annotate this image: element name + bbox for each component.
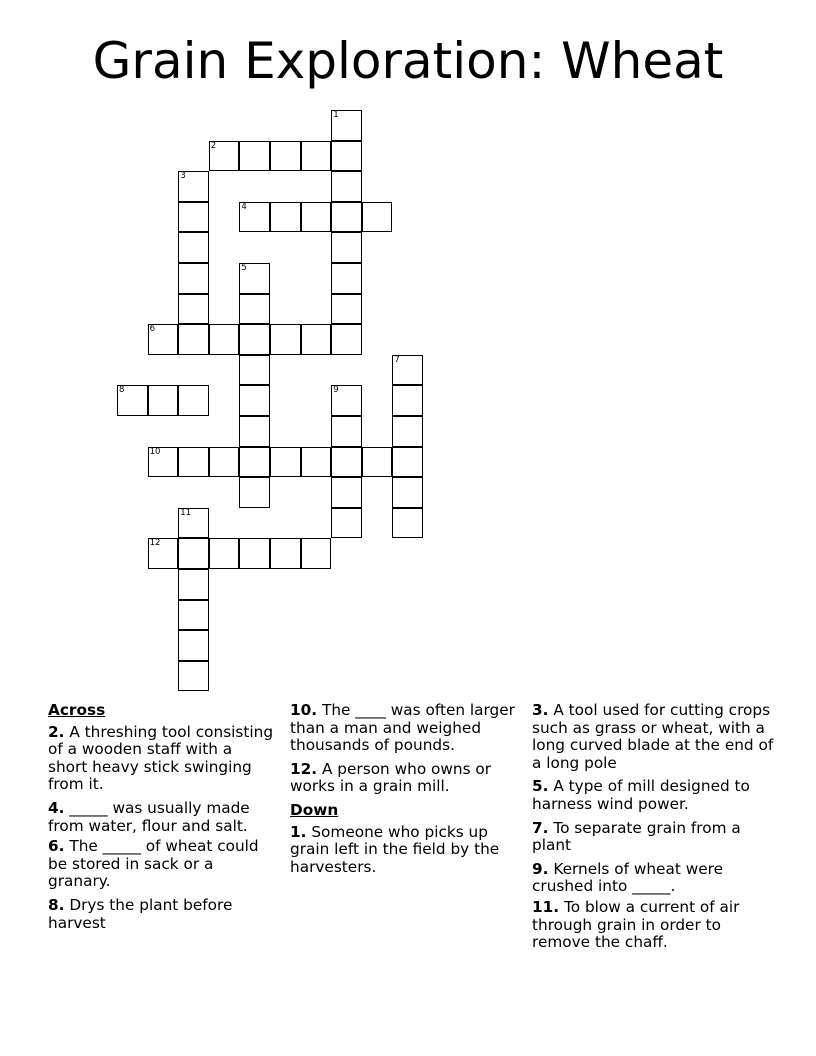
clue-number: 8. xyxy=(48,895,65,914)
clue-number: 2. xyxy=(48,722,65,741)
grid-cell[interactable] xyxy=(270,324,301,355)
cell-number: 8 xyxy=(119,385,125,396)
grid-cell[interactable] xyxy=(178,661,209,692)
down-heading: Down xyxy=(290,800,339,819)
clue-down-1 xyxy=(290,824,518,877)
clues-column-3 xyxy=(532,702,774,955)
clue-across-12 xyxy=(290,761,518,796)
clue-number: 1. xyxy=(290,822,307,841)
grid-cell[interactable] xyxy=(209,538,240,569)
cell-number: 2 xyxy=(210,140,217,151)
clue-text: _____ was usually made from water, flour and salt. xyxy=(48,798,250,835)
grid-cell[interactable] xyxy=(331,324,362,355)
grid-cell[interactable] xyxy=(209,447,240,478)
grid-cell[interactable] xyxy=(270,447,301,478)
clues-column-1 xyxy=(48,702,276,935)
grid-cell[interactable] xyxy=(331,508,362,539)
clue-text: A tool used for cutting crops such as grass or wheat, with a long curved blade at the end of a long pole xyxy=(532,701,774,772)
clue-number: 4. xyxy=(48,798,65,817)
puzzle-title: Grain Exploration: Wheat xyxy=(92,32,724,90)
grid-cell[interactable] xyxy=(392,447,423,478)
grid-cell[interactable] xyxy=(209,141,240,172)
grid-cell[interactable] xyxy=(117,385,148,416)
clue-across-6 xyxy=(48,838,276,891)
grid-cell[interactable] xyxy=(301,324,332,355)
grid-cell[interactable] xyxy=(239,538,270,569)
grid-cell[interactable] xyxy=(239,324,270,355)
grid-cell[interactable] xyxy=(148,538,179,569)
clue-down-9 xyxy=(532,861,774,896)
grid-cell[interactable] xyxy=(392,508,423,539)
grid-cell[interactable] xyxy=(331,110,362,141)
grid-cell[interactable] xyxy=(178,508,209,539)
grid-cell[interactable] xyxy=(331,171,362,202)
cell-number: 5 xyxy=(241,263,247,273)
grid-cell[interactable] xyxy=(178,294,209,325)
grid-cell[interactable] xyxy=(239,416,270,447)
clue-down-3 xyxy=(532,702,774,772)
grid-cell[interactable] xyxy=(331,263,362,294)
cell-number: 7 xyxy=(394,354,400,365)
grid-cell[interactable] xyxy=(239,263,270,294)
clue-across-10 xyxy=(290,702,518,755)
grid-cell[interactable] xyxy=(331,141,362,172)
grid-cell[interactable] xyxy=(301,141,332,172)
clue-text: A person who owns or works in a grain mill. xyxy=(290,759,492,796)
grid-cell[interactable] xyxy=(178,202,209,233)
clue-text: To blow a current of air through grain in order to remove the chaff. xyxy=(532,897,740,952)
cell-number: 6 xyxy=(149,324,156,335)
grid-cell[interactable] xyxy=(178,171,209,202)
grid-cell[interactable] xyxy=(270,202,301,233)
clue-down-11 xyxy=(532,899,774,952)
clue-number: 9. xyxy=(532,859,549,878)
grid-cell[interactable] xyxy=(148,324,179,355)
cell-number: 12 xyxy=(149,538,161,549)
grid-cell[interactable] xyxy=(301,538,332,569)
grid-cell[interactable] xyxy=(178,263,209,294)
grid-cell[interactable] xyxy=(239,355,270,386)
grid-cell[interactable] xyxy=(178,538,209,569)
grid-cell[interactable] xyxy=(239,477,270,508)
grid-cell[interactable] xyxy=(239,294,270,325)
grid-cell[interactable] xyxy=(331,447,362,478)
grid-cell[interactable] xyxy=(239,141,270,172)
cell-number: 3 xyxy=(180,171,186,182)
clue-text: Kernels of wheat were crushed into _____. xyxy=(532,859,723,896)
grid-cell[interactable] xyxy=(270,141,301,172)
grid-cell[interactable] xyxy=(331,202,362,233)
grid-cell[interactable] xyxy=(392,355,423,386)
grid-cell[interactable] xyxy=(270,538,301,569)
grid-cell[interactable] xyxy=(331,294,362,325)
clue-text: A threshing tool consisting of a wooden staff with a short heavy stick swinging from it. xyxy=(48,722,274,794)
clue-text: To separate grain from a plant xyxy=(532,818,741,855)
cell-number: 11 xyxy=(180,507,192,518)
grid-cell[interactable] xyxy=(178,600,209,631)
grid-cell[interactable] xyxy=(301,447,332,478)
clue-across-4 xyxy=(48,800,276,835)
grid-cell[interactable] xyxy=(178,385,209,416)
cell-number: 4 xyxy=(241,201,247,212)
grid-cell[interactable] xyxy=(331,416,362,447)
grid-cell[interactable] xyxy=(209,324,240,355)
grid-cell[interactable] xyxy=(362,447,393,478)
grid-cell[interactable] xyxy=(392,477,423,508)
grid-cell[interactable] xyxy=(148,447,179,478)
grid-cell[interactable] xyxy=(331,477,362,508)
clue-across-8 xyxy=(48,897,276,932)
grid-cell[interactable] xyxy=(178,630,209,661)
clue-text: The _____ of wheat could be stored in sack or a granary. xyxy=(48,837,259,891)
clue-number: 3. xyxy=(532,701,549,719)
clue-down-5 xyxy=(532,778,774,813)
clues-column-2 xyxy=(290,702,518,879)
clue-across-2 xyxy=(48,724,276,794)
grid-cell[interactable] xyxy=(178,232,209,263)
grid-cell[interactable] xyxy=(362,202,393,233)
clue-number: 10. xyxy=(290,701,318,719)
clue-number: 12. xyxy=(290,759,318,778)
cell-number: 1 xyxy=(333,110,339,120)
grid-cell[interactable] xyxy=(392,385,423,416)
grid-cell[interactable] xyxy=(392,416,423,447)
clue-number: 7. xyxy=(532,818,549,837)
cell-number: 9 xyxy=(333,385,339,396)
grid-cell[interactable] xyxy=(301,202,332,233)
clue-down-7 xyxy=(532,820,774,855)
clue-number: 11. xyxy=(532,897,560,916)
grid-cell[interactable] xyxy=(239,202,270,233)
clue-text: Drys the plant before harvest xyxy=(48,895,233,932)
grid-cell[interactable] xyxy=(148,385,179,416)
grid-cell[interactable] xyxy=(331,232,362,263)
clue-text: Someone who picks up grain left in the field by the harvesters. xyxy=(290,822,500,876)
grid-cell[interactable] xyxy=(239,385,270,416)
grid-cell[interactable] xyxy=(239,447,270,478)
grid-cell[interactable] xyxy=(178,447,209,478)
clue-number: 6. xyxy=(48,837,65,856)
grid-cell[interactable] xyxy=(178,324,209,355)
cell-number: 10 xyxy=(149,446,161,457)
clue-text: A type of mill designed to harness wind power. xyxy=(532,777,750,813)
across-heading: Across xyxy=(48,701,106,719)
clue-number: 5. xyxy=(532,777,549,796)
clue-text: The ____ was often larger than a man and weighed thousands of pounds. xyxy=(290,701,515,755)
grid-cell[interactable] xyxy=(331,385,362,416)
grid-cell[interactable] xyxy=(178,569,209,600)
